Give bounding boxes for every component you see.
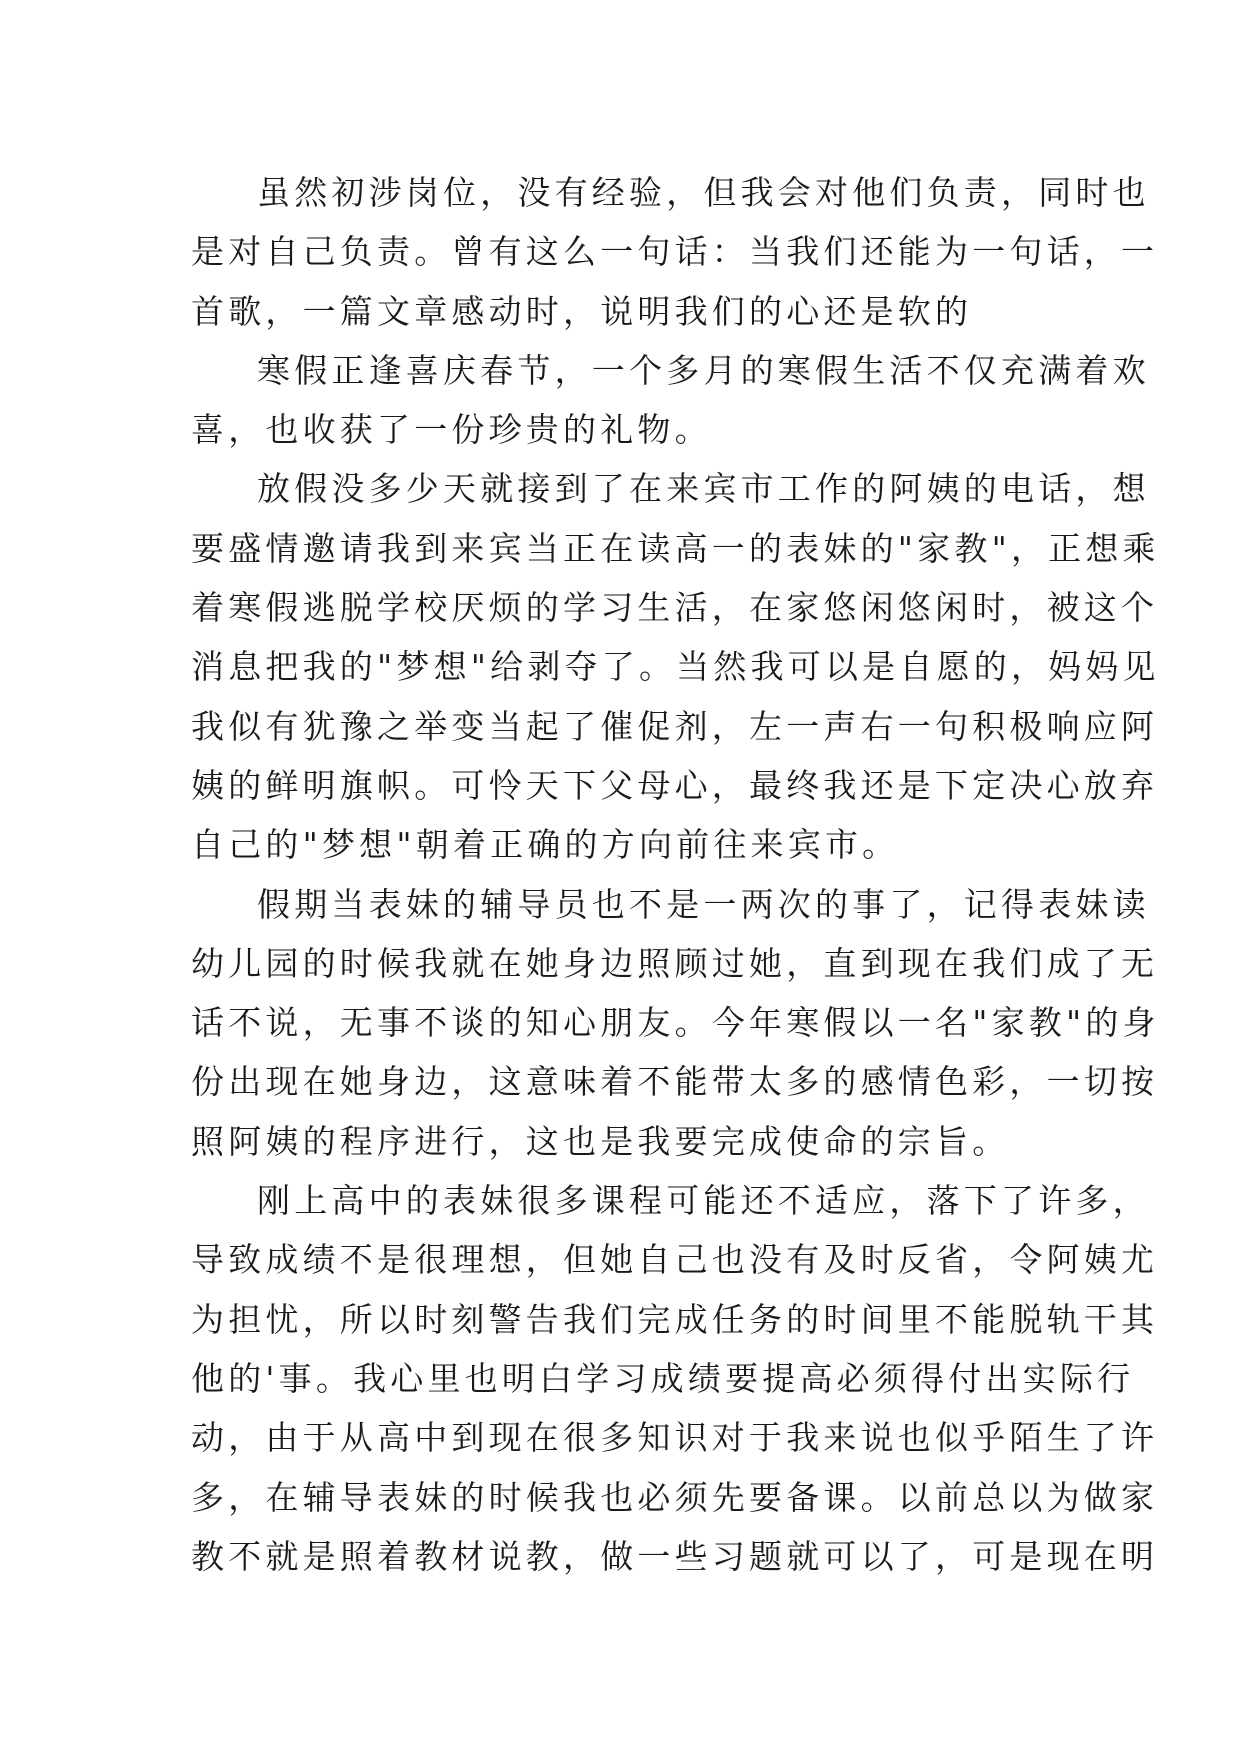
text-line: 我似有犹豫之举变当起了催促剂，左一声右一句积极响应阿 [191,706,1159,746]
text-line: 姨的鲜明旗帜。可怜天下父母心，最终我还是下定决心放弃 [191,765,1159,805]
text-line: 放假没多少天就接到了在来宾市工作的阿姨的电话，想 [257,469,1150,509]
text-line: 是对自己负责。曾有这么一句话：当我们还能为一句话，一 [191,232,1159,272]
text-line: 虽然初涉岗位，没有经验，但我会对他们负责，同时也 [257,173,1150,212]
text-line: 消息把我的"梦想"给剥夺了。当然我可以是自愿的，妈妈见 [191,647,1160,687]
text-line: 导致成绩不是很理想，但她自己也没有及时反省，令阿姨尤 [191,1240,1159,1280]
text-line: 教不就是照着教材说教，做一些习题就可以了，可是现在明 [191,1536,1159,1576]
text-line: 份出现在她身边，这意味着不能带太多的感情色彩，一切按 [191,1062,1159,1102]
text-line: 话不说，无事不谈的知心朋友。今年寒假以一名"家教"的身 [191,1003,1160,1043]
text-line: 自己的"梦想"朝着正确的方向前往来宾市。 [191,825,900,865]
document-body [191,163,1160,1586]
text-line: 他的'事。我心里也明白学习成绩要提高必须得付出实际行 [191,1358,1135,1398]
paragraph [191,459,1160,874]
text-line: 喜，也收获了一份珍贵的礼物。 [191,410,712,450]
text-line: 假期当表妹的辅导员也不是一两次的事了，记得表妹读 [257,884,1150,924]
text-line: 着寒假逃脱学校厌烦的学习生活，在家悠闲悠闲时，被这个 [191,588,1159,628]
text-line: 寒假正逢喜庆春节，一个多月的寒假生活不仅充满着欢 [257,350,1150,390]
paragraph [191,341,1150,460]
text-line: 幼儿园的时候我就在她身边照顾过她，直到现在我们成了无 [191,943,1159,983]
text-line: 动，由于从高中到现在很多知识对于我来说也似乎陌生了许 [191,1418,1159,1458]
text-line: 多，在辅导表妹的时候我也必须先要备课。以前总以为做家 [191,1477,1159,1517]
text-line: 照阿姨的程序进行，这也是我要完成使命的宗旨。 [191,1121,1010,1161]
paragraph [191,1171,1159,1586]
paragraph [191,875,1160,1171]
text-line: 刚上高中的表妹很多课程可能还不适应，落下了许多， [257,1181,1150,1221]
text-line: 首歌，一篇文章感动时，说明我们的心还是软的 [191,291,973,331]
text-line: 要盛情邀请我到来宾当正在读高一的表妹的"家教"，正想乘 [191,528,1160,568]
paragraph [191,163,1159,341]
text-line: 为担忧，所以时刻警告我们完成任务的时间里不能脱轨干其 [191,1299,1159,1339]
